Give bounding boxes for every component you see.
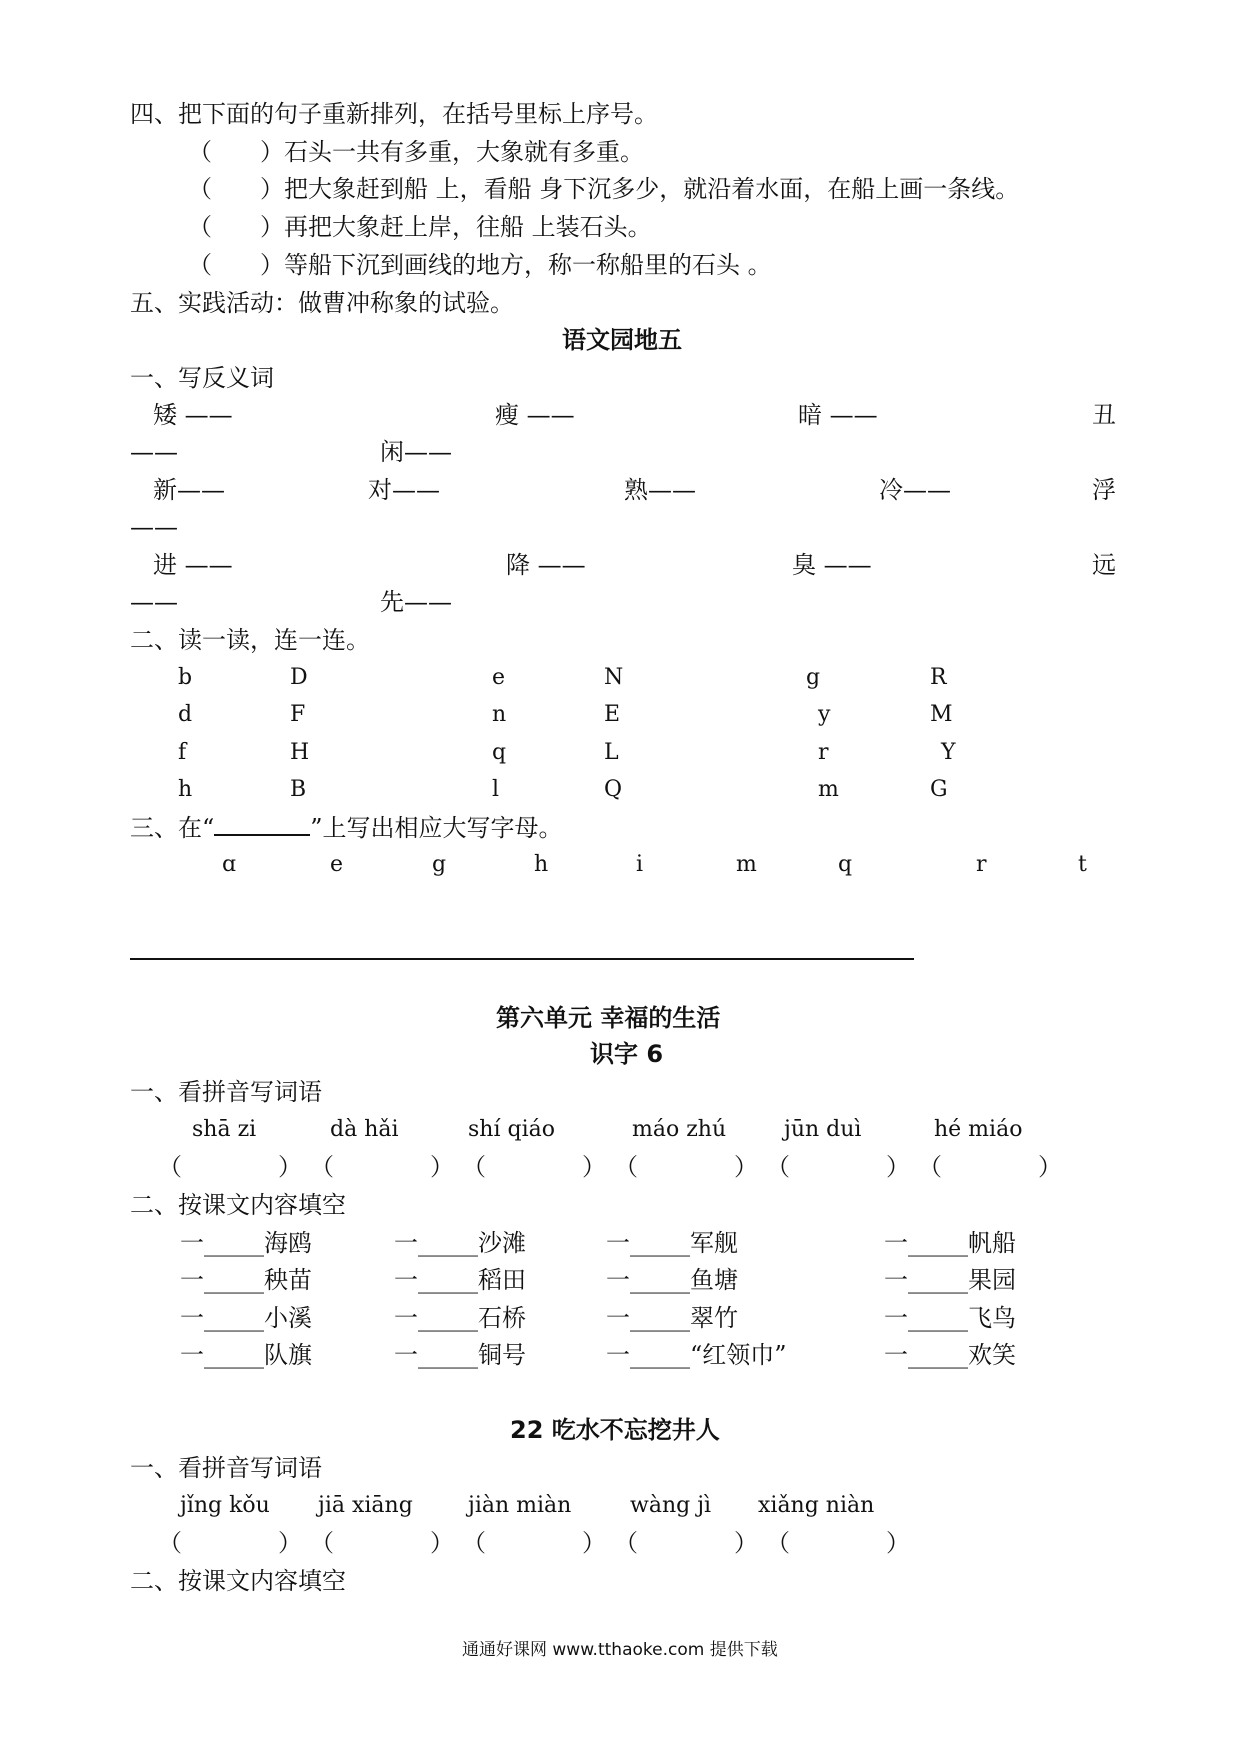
part4-item: （ ）等船下沉到画线的地方，称一称船里的石头 。 <box>188 251 772 279</box>
fill-heading: 二、按课文内容填空 <box>130 1567 346 1595</box>
answer-bracket[interactable]: （ ） <box>614 1153 758 1181</box>
match-letter: F <box>290 702 306 727</box>
antonym-item: 远 <box>1092 551 1116 579</box>
antonym-item: —— <box>130 438 178 466</box>
antonym-item: 浮 <box>1092 476 1116 504</box>
antonym-item: 瘦 —— <box>495 401 575 429</box>
fill-item: 一_____小溪 <box>180 1304 312 1332</box>
caps-letter: g <box>432 852 447 877</box>
answer-bracket[interactable]: （ ） <box>310 1153 454 1181</box>
pinyin-item: jiàn miàn <box>468 1493 572 1518</box>
match-letter: e <box>492 665 506 690</box>
caps-letter: t <box>1078 852 1087 877</box>
match-letter: Y <box>941 740 956 765</box>
fill-item: 一_____军舰 <box>606 1229 738 1257</box>
footer-credit: 通通好课网 www.tthaoke.com 提供下载 <box>462 1640 778 1660</box>
answer-bracket[interactable]: （ ） <box>766 1529 910 1557</box>
part4-item: （ ）石头一共有多重，大象就有多重。 <box>188 138 644 166</box>
fill-item: 一_____稻田 <box>394 1266 526 1294</box>
answer-bracket[interactable]: （ ） <box>766 1153 910 1181</box>
caps-letter: q <box>838 852 853 877</box>
pinyin-item: jūn duì <box>784 1117 862 1142</box>
match-letter: h <box>178 777 193 802</box>
part4-item: （ ）再把大象赶上岸，往船 上装石头。 <box>188 213 652 241</box>
part4-heading: 四、把下面的句子重新排列，在括号里标上序号。 <box>130 100 658 128</box>
pinyin-item: hé miáo <box>934 1117 1023 1142</box>
match-letter: l <box>492 777 500 802</box>
pinyin-item: wàng jì <box>630 1493 712 1518</box>
answer-blank[interactable] <box>214 812 310 836</box>
answer-bracket[interactable]: （ ） <box>614 1529 758 1557</box>
match-letter: q <box>492 740 507 765</box>
fill-heading: 二、按课文内容填空 <box>130 1191 346 1219</box>
fill-item: 一_____鱼塘 <box>606 1266 738 1294</box>
match-letter: r <box>818 740 829 765</box>
match-letter: E <box>604 702 621 727</box>
pinyin-heading: 一、看拼音写词语 <box>130 1454 322 1482</box>
caps-letter: h <box>534 852 549 877</box>
match-letter: y <box>818 702 831 727</box>
fill-item: 一_____飞鸟 <box>884 1304 1016 1332</box>
answer-bracket[interactable]: （ ） <box>310 1529 454 1557</box>
fill-item: 一_____石桥 <box>394 1304 526 1332</box>
match-letter: m <box>818 777 839 802</box>
match-letter: G <box>930 777 948 802</box>
match-letter: g <box>806 665 821 690</box>
part5-heading: 五、实践活动：做曹冲称象的试验。 <box>130 289 514 317</box>
caps-letter: e <box>330 852 344 877</box>
pinyin-item: jǐng kǒu <box>180 1493 270 1518</box>
answer-bracket[interactable]: （ ） <box>462 1153 606 1181</box>
antonym-item: 对—— <box>368 476 440 504</box>
caps-heading <box>130 812 563 844</box>
fill-item: 一_____秧苗 <box>180 1266 312 1294</box>
antonym-item: 熟—— <box>624 476 696 504</box>
antonym-heading: 一、写反义词 <box>130 364 274 392</box>
pinyin-item: xiǎng niàn <box>758 1493 875 1518</box>
fill-item: 一_____海鸥 <box>180 1229 312 1257</box>
match-letter: D <box>290 665 308 690</box>
match-letter: N <box>604 665 624 690</box>
match-letter: f <box>178 740 187 765</box>
match-letter: B <box>290 777 307 802</box>
caps-heading-pre: 三、在“ <box>130 814 215 842</box>
antonym-item: 进 —— <box>153 551 233 579</box>
match-letter: n <box>492 702 507 727</box>
antonym-item: 丑 <box>1092 401 1116 429</box>
caps-letter: i <box>636 852 644 877</box>
caps-heading-post: ”上写出相应大写字母。 <box>310 814 563 842</box>
fill-item: 一_____铜号 <box>394 1341 526 1369</box>
match-letter: H <box>290 740 310 765</box>
antonym-item: 闲—— <box>380 438 452 466</box>
antonym-item: 冷—— <box>879 476 951 504</box>
antonym-item: 矮 —— <box>153 401 233 429</box>
pinyin-item: máo zhú <box>632 1117 727 1142</box>
antonym-item: 先—— <box>380 588 452 616</box>
garden5-title: 语文园地五 <box>562 326 682 354</box>
answer-bracket[interactable]: （ ） <box>158 1529 302 1557</box>
caps-letter: ɑ <box>222 852 237 877</box>
match-letter: b <box>178 665 193 690</box>
antonym-item: —— <box>130 588 178 616</box>
match-letter: M <box>930 702 953 727</box>
caps-letter: r <box>976 852 987 877</box>
pinyin-item: shā zi <box>192 1117 257 1142</box>
fill-item: 一_____欢笑 <box>884 1341 1016 1369</box>
fill-item: 一_____帆船 <box>884 1229 1016 1257</box>
part4-item: （ ）把大象赶到船 上，看船 身下沉多少，就沿着水面，在船上画一条线。 <box>188 175 1020 203</box>
answer-bracket[interactable]: （ ） <box>462 1529 606 1557</box>
antonym-item: 臭 —— <box>792 551 872 579</box>
antonym-item: 暗 —— <box>798 401 878 429</box>
pinyin-item: shí qiáo <box>468 1117 555 1142</box>
answer-bracket[interactable]: （ ） <box>918 1153 1062 1181</box>
fill-item: 一_____“红领巾” <box>606 1341 787 1369</box>
match-letter: L <box>604 740 619 765</box>
antonym-item: —— <box>130 513 178 541</box>
unit6-subtitle: 识字 6 <box>590 1040 664 1068</box>
lesson22-title: 22 吃水不忘挖井人 <box>510 1416 720 1444</box>
pinyin-item: jiā xiāng <box>318 1493 413 1518</box>
answer-bracket[interactable]: （ ） <box>158 1153 302 1181</box>
pinyin-item: dà hǎi <box>330 1117 399 1142</box>
pinyin-heading: 一、看拼音写词语 <box>130 1078 322 1106</box>
fill-item: 一_____队旗 <box>180 1341 312 1369</box>
match-heading: 二、读一读，连一连。 <box>130 626 370 654</box>
fill-item: 一_____果园 <box>884 1266 1016 1294</box>
match-letter: Q <box>604 777 623 802</box>
antonym-item: 降 —— <box>506 551 586 579</box>
antonym-item: 新—— <box>153 476 225 504</box>
match-letter: d <box>178 702 193 727</box>
fill-item: 一_____沙滩 <box>394 1229 526 1257</box>
unit6-title: 第六单元 幸福的生活 <box>496 1004 721 1032</box>
caps-letter: m <box>736 852 757 877</box>
fill-item: 一_____翠竹 <box>606 1304 738 1332</box>
match-letter: R <box>930 665 947 690</box>
section-divider <box>130 958 914 960</box>
